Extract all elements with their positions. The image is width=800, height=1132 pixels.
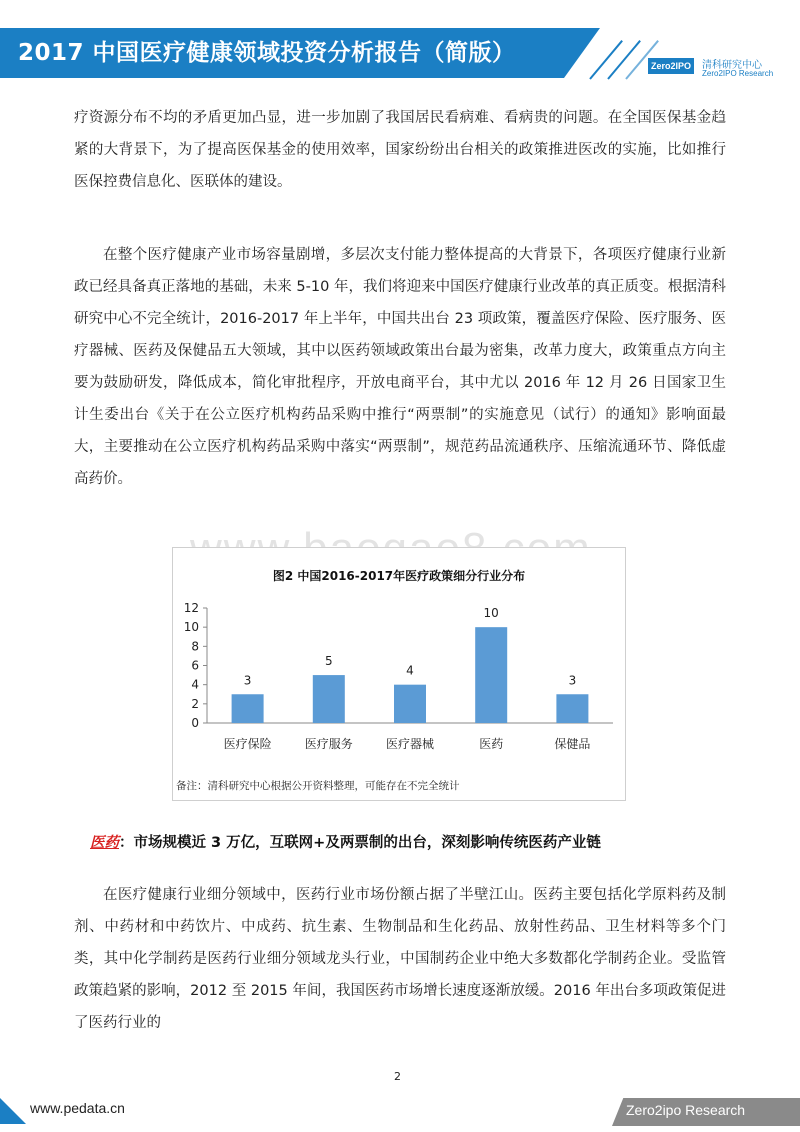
y-tick-label: 6 <box>191 658 199 673</box>
chart-frame <box>172 547 626 801</box>
x-tick-label: 医疗服务 <box>304 737 353 751</box>
data-label: 5 <box>324 654 333 669</box>
data-label: 4 <box>406 663 414 678</box>
y-tick-label: 8 <box>191 639 199 654</box>
chart-bar <box>232 694 264 723</box>
header-stripe <box>607 40 641 80</box>
footer-url: www.pedata.cn <box>30 1100 125 1116</box>
chart-bar <box>556 694 588 723</box>
bar-chart <box>173 548 625 800</box>
x-tick-label: 医疗器械 <box>385 737 435 751</box>
logo-en-text: Zero2IPO Research <box>702 69 774 78</box>
section-title: ：市场规模近 3 万亿，互联网+及两票制的出台，深刻影响传统医药产业链 <box>119 835 601 851</box>
chart-note: 备注：清科研究中心根据公开资料整理，可能存在不完全统计 <box>176 780 460 792</box>
chart-bar <box>394 685 426 723</box>
x-tick-label: 保健品 <box>554 737 591 751</box>
section-heading <box>90 831 601 852</box>
page-number: 2 <box>394 1070 401 1083</box>
x-tick-label: 医药 <box>479 737 504 751</box>
logo-cn-text: 清科研究中心 <box>702 60 762 71</box>
chart-bar <box>313 675 345 723</box>
x-tick-label: 医疗保险 <box>223 737 272 751</box>
y-tick-label: 0 <box>191 716 199 730</box>
y-tick-label: 2 <box>191 696 199 711</box>
data-label: 3 <box>243 673 252 688</box>
report-title: 2017 中国医疗健康领域投资分析报告（简版） <box>18 40 516 66</box>
chart-title: 图2 中国2016-2017年医疗政策细分行业分布 <box>272 569 526 583</box>
body-paragraph: 疗资源分布不均的矛盾更加凸显，进一步加剧了我国居民看病难、看病贵的问题。在全国医保基金趋紧的大背景下，为了提高医保基金的使用效率，国家纷纷出台相关的政策推进医改的实施，比如推行医保控费信息化、医联体的建设。 <box>74 110 726 190</box>
y-tick-label: 12 <box>183 601 199 615</box>
section-keyword: 医药 <box>90 835 119 851</box>
data-label: 3 <box>568 673 577 688</box>
body-paragraph: 在医疗健康行业细分领域中，医药行业市场份额占据了半壁江山。医药主要包括化学原料药及制剂、中药材和中药饮片、中成药、抗生素、生物制品和生化药品、放射性药品、卫生材料等多个门类，其中化学制药是医药行业细分领域龙头行业，中国制药企业中绝大多数都化学制药企业。受监管政策趋紧的影响，2012 至 2015 年间，我国医药市场增长速度逐渐放缓。2016 年出台多项政策促进了医药行业的 <box>74 887 726 1031</box>
header-stripe <box>589 40 623 80</box>
data-label: 10 <box>483 606 499 621</box>
y-tick-label: 4 <box>191 677 199 692</box>
zero2ipo-logo: Zero2IPO <box>648 58 694 74</box>
body-paragraph: 在整个医疗健康产业市场容量剧增，多层次支付能力整体提高的大背景下，各项医疗健康行业新政已经具备真正落地的基础，未来 5-10 年，我们将迎来中国医疗健康行业改革的真正质变。根据清科研究中心不完全统计，2016-2017 年上半年，中国共出台 23 项政策，覆盖医疗保险、医疗服务、医疗器械、医药及保健品五大领域，其中以医药领域政策出台最为密集，改革力度大，政策重点方向主要为鼓励研发，降低成本，简化审批程序，开放电商平台，其中尤以 2016 年 12 月 26 日国家卫生计生委出台《关于在公立医疗机构药品采购中推行“两票制”的实施意见（试行）的通知》影响面最大，主要推动在公立医疗机构药品采购中落实“两票制”，规范药品流通秩序、压缩流通环节、降低虚高药价。 <box>74 247 726 487</box>
y-tick-label: 10 <box>183 620 199 635</box>
footer-brand: Zero2ipo Research <box>626 1102 746 1118</box>
chart-bar <box>475 627 507 723</box>
footer-corner <box>0 1098 26 1124</box>
report-header <box>0 0 800 90</box>
